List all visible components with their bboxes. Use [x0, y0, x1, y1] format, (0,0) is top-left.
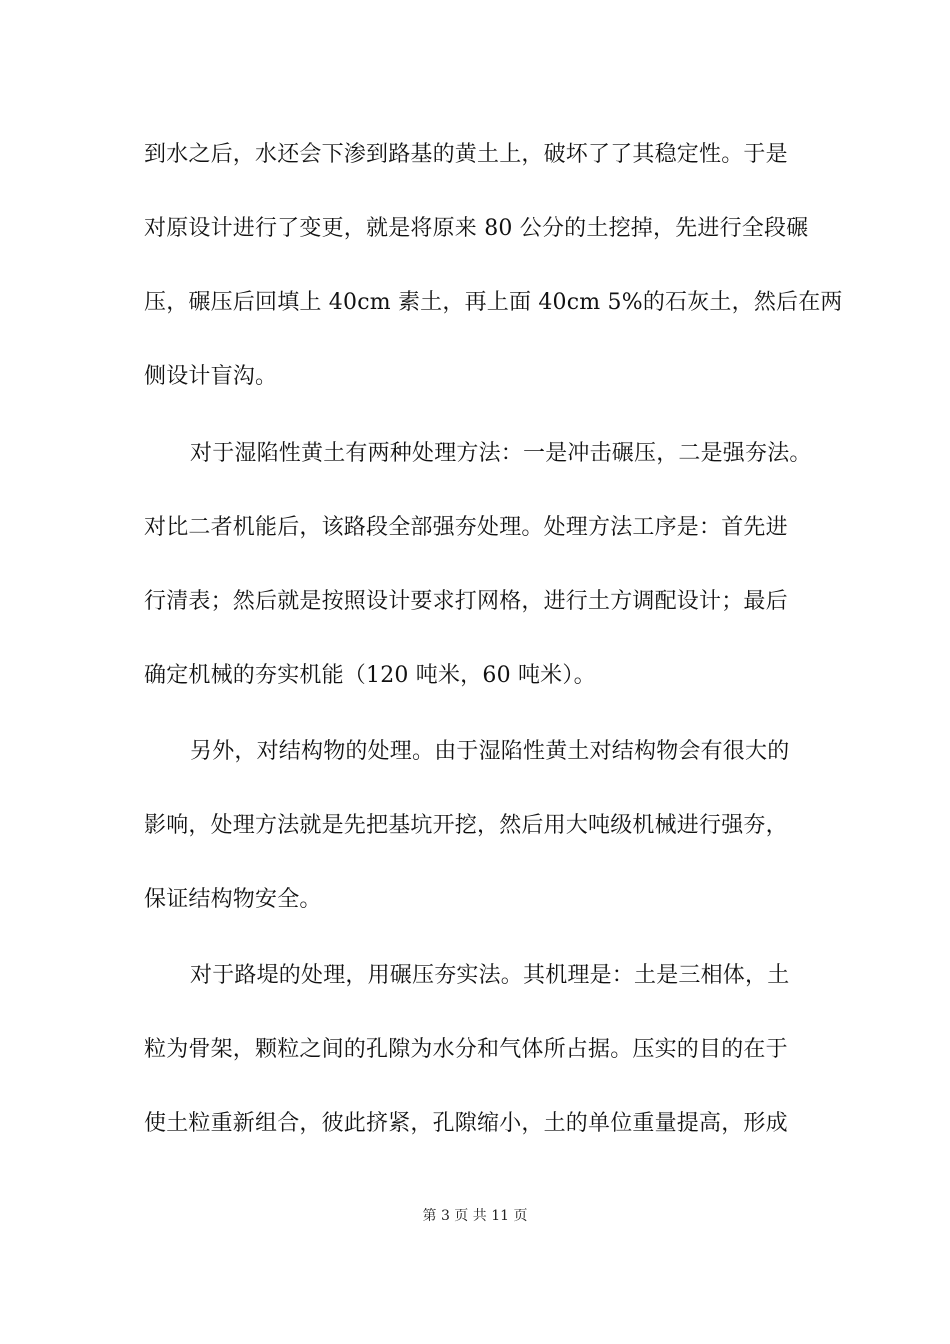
text-line: 对比二者机能后，该路段全部强夯处理。处理方法工序是：首先进 [144, 515, 788, 540]
text-line: 保证结构物安全。 [144, 887, 322, 912]
paragraph-first-line: 对于路堤的处理，用碾压夯实法。其机理是：土是三相体，土 [190, 963, 790, 988]
page-number-footer: 第 3 页 共 11 页 [422, 1208, 528, 1224]
text-line: 行清表；然后就是按照设计要求打网格，进行土方调配设计；最后 [144, 589, 788, 614]
text-line: 侧设计盲沟。 [144, 364, 278, 389]
text-line: 对原设计进行了变更，就是将原来 80 公分的土挖掉，先进行全段碾 [144, 216, 809, 241]
text-line: 粒为骨架，颗粒之间的孔隙为水分和气体所占据。压实的目的在于 [144, 1037, 788, 1062]
paragraph-first-line: 另外，对结构物的处理。由于湿陷性黄土对结构物会有很大的 [190, 739, 790, 764]
text-line: 影响，处理方法就是先把基坑开挖，然后用大吨级机械进行强夯， [144, 813, 788, 838]
text-line: 到水之后，水还会下渗到路基的黄土上，破坏了了其稳定性。于是 [144, 142, 788, 167]
text-line: 确定机械的夯实机能（120 吨米，60 吨米）。 [144, 663, 596, 688]
text-line: 使土粒重新组合，彼此挤紧，孔隙缩小，土的单位重量提高，形成 [144, 1111, 788, 1136]
paragraph-first-line: 对于湿陷性黄土有两种处理方法：一是冲击碾压，二是强夯法。 [190, 441, 812, 466]
text-line: 压，碾压后回填上 40cm 素土，再上面 40cm 5%的石灰土，然后在两 [144, 290, 843, 315]
